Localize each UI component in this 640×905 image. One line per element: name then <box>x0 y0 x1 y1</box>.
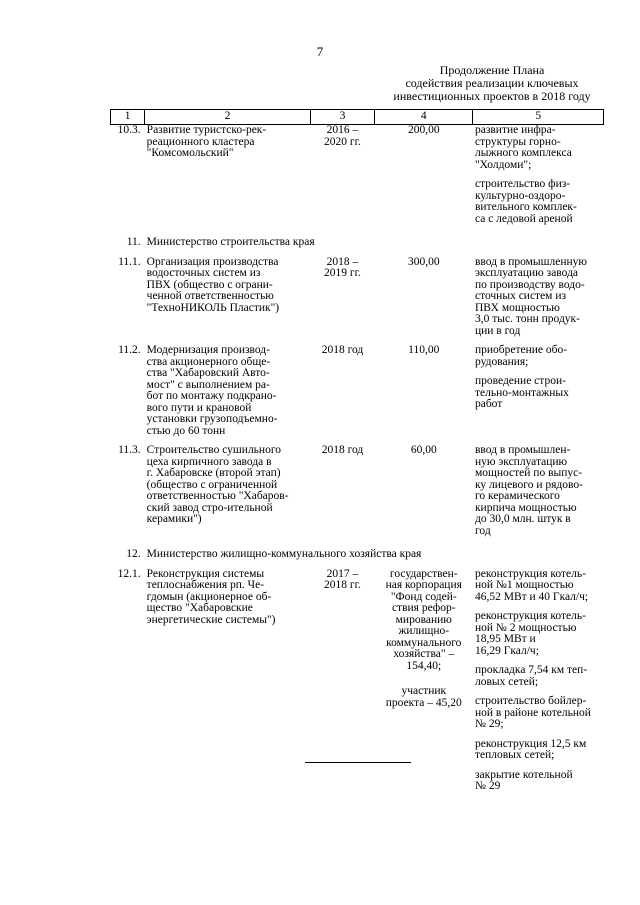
item-period-line: 2019 гг. <box>324 267 361 279</box>
result-line: проведение строи- <box>474 375 566 387</box>
result-line: строительство физ- <box>474 178 571 190</box>
result-item <box>475 739 602 762</box>
item-amount-line: мированию <box>395 613 452 626</box>
result-item <box>475 125 602 171</box>
item-name <box>145 569 311 793</box>
result-line: ную эксплуатацию <box>474 455 568 468</box>
item-period-line: 2018 гг. <box>324 579 361 591</box>
column-header-1: 1 <box>111 110 145 125</box>
item-name-line: щество "Хабаровские <box>146 602 253 614</box>
item-amount <box>375 337 473 437</box>
item-name-line: ский завод стро-ительной <box>146 501 273 514</box>
result-item <box>475 345 602 368</box>
table-body <box>111 125 604 793</box>
item-amount-line <box>377 672 471 686</box>
item-name-line: водосточных систем из <box>146 267 261 279</box>
result-item <box>475 257 602 338</box>
item-amount <box>375 257 473 338</box>
item-period <box>310 257 374 338</box>
item-number: 10.3. <box>117 124 141 136</box>
item-name-line: г. Хабаровске (второй этап) <box>146 467 281 479</box>
result-line: прокладка 7,54 км теп- <box>474 664 588 676</box>
item-name <box>145 337 311 437</box>
item-name <box>145 125 311 226</box>
result-line: ной №1 мощностью <box>474 579 574 591</box>
section-row <box>111 537 604 569</box>
column-header-5: 5 <box>473 110 604 125</box>
item-period-line: 2018 год <box>321 344 364 356</box>
item-name-line: вого пути и крановой <box>146 401 252 414</box>
item-results <box>473 569 604 793</box>
item-name-line: энергетические системы") <box>146 613 276 626</box>
item-number: 12.1. <box>117 567 141 580</box>
item-name <box>145 437 311 537</box>
result-line: ку лицевого и рядово- <box>474 478 583 491</box>
table-row <box>111 569 604 793</box>
item-name-line: ства "Хабаровский Авто- <box>146 367 270 379</box>
item-name-line: (общество с ограниченной <box>146 478 278 491</box>
footer-separator-line <box>305 762 411 763</box>
item-period <box>310 125 374 226</box>
item-amount-line: 110,00 <box>408 344 440 356</box>
section-title: Министерство строительства края <box>146 236 315 248</box>
result-line: № 29; <box>474 718 504 730</box>
item-results <box>473 337 604 437</box>
result-line: эксплуатацию завода <box>474 267 579 279</box>
table-header-row <box>111 110 604 125</box>
table-row <box>111 125 604 226</box>
item-name-line: Строительство сушильного <box>146 444 282 456</box>
result-line: ной в районе котельной <box>474 706 591 719</box>
item-results <box>473 257 604 338</box>
item-name-line: ПВХ (общество с ограни- <box>146 278 273 291</box>
result-item <box>475 445 602 537</box>
item-amount-line: ная корпорация <box>385 579 462 591</box>
result-line: 46,52 МВт и 40 Гкал/ч; <box>474 590 589 603</box>
continuation-header <box>380 64 604 103</box>
continuation-line-2: содействия реализации ключевых <box>405 76 579 90</box>
section-number: 11. <box>126 236 141 248</box>
item-name-line: цеха кирпичного завода в <box>146 455 272 468</box>
result-line: приобретение обо- <box>474 344 568 356</box>
result-line: сточных систем из <box>474 290 567 302</box>
item-amount-line: 200,00 <box>407 124 440 136</box>
item-amount-line: "Фонд содей- <box>390 590 457 603</box>
item-amount-line: 154,40; <box>406 659 442 672</box>
result-line: вительного комплек- <box>474 201 577 213</box>
page-number: 7 <box>316 44 324 59</box>
result-item <box>475 665 602 688</box>
item-period <box>310 337 374 437</box>
item-amount-line: 60,00 <box>410 444 437 456</box>
section-row <box>111 225 604 257</box>
item-results <box>473 437 604 537</box>
table-row <box>111 337 604 437</box>
item-name-line: Модернизация производ- <box>146 344 270 356</box>
result-line: до 30,0 млн. штук в <box>474 513 571 525</box>
result-line: по производству водо- <box>474 278 585 291</box>
result-line: ции в год <box>474 324 521 337</box>
item-amount <box>375 125 473 226</box>
item-period-line: 2017 – <box>326 567 359 580</box>
result-line: рудования; <box>474 355 529 368</box>
item-amount-line: жилищно- <box>398 625 450 637</box>
item-number: 11.1. <box>118 255 141 268</box>
item-number: 11.2. <box>118 344 141 356</box>
result-line: ной № 2 мощностью <box>474 621 577 634</box>
result-line: реконструкция 12,5 км <box>474 737 587 750</box>
result-line: структуры горно- <box>474 135 561 148</box>
section-number: 12. <box>126 548 141 560</box>
result-line: лыжного комплекса <box>474 147 572 159</box>
column-header-4: 4 <box>375 110 473 125</box>
item-name-line: стью до 60 тонн <box>146 424 226 437</box>
item-name-line: установки грузоподъемно- <box>146 413 278 425</box>
item-amount <box>375 569 473 793</box>
item-name-line: "ТехноНИКОЛЬ Пластик") <box>146 301 280 314</box>
item-name-line: Организация производства <box>146 255 279 268</box>
item-period-line: 2018 год <box>321 444 364 456</box>
result-line: кирпича мощностью <box>474 501 577 514</box>
item-period <box>310 437 374 537</box>
item-name-line: ченной ответственностью <box>146 290 274 302</box>
result-item <box>475 179 602 225</box>
result-line: строительство бойлер- <box>474 695 587 707</box>
column-header-2: 2 <box>145 110 311 125</box>
item-name-line: теплоснабжения рп. Че- <box>146 579 265 591</box>
section-title: Министерство жилищно-коммунального хозяйства края <box>146 548 422 560</box>
table-row <box>111 257 604 338</box>
item-name-line: мост" с выполнением ра- <box>146 378 270 391</box>
item-name-line: "Комсомольский" <box>146 147 234 159</box>
result-item <box>475 611 602 657</box>
result-line: реконструкция котель- <box>474 610 586 622</box>
result-line: № 29 <box>474 780 501 792</box>
table-row <box>111 437 604 537</box>
item-amount <box>375 437 473 537</box>
result-line: ввод в промышленную <box>474 255 587 268</box>
item-name <box>145 257 311 338</box>
item-name-line: реационного кластера <box>146 135 255 148</box>
result-line: закрытие котельной <box>474 768 573 781</box>
continuation-line-3: инвестиционных проектов в 2018 году <box>393 89 591 103</box>
continuation-line-1: Продолжение Плана <box>439 63 545 77</box>
result-line: ПВХ мощностью <box>474 301 560 314</box>
result-line: го керамического <box>474 490 560 502</box>
item-amount-line: проекта – 45,20 <box>385 696 462 709</box>
item-name-line: Реконструкция системы <box>146 567 265 580</box>
item-name-line: ответственностью "Хабаров- <box>146 490 289 502</box>
column-header-3: 3 <box>310 110 374 125</box>
item-name-line: ства акционерного обще- <box>146 355 271 368</box>
item-period-line: 2018 – <box>326 255 359 268</box>
item-results <box>473 125 604 226</box>
result-line: тельно-монтажных <box>474 386 569 399</box>
result-line: са с ледовой ареной <box>474 212 573 225</box>
item-amount-line: ствия рефор- <box>391 602 456 614</box>
item-name-line: гдомын (акционерное об- <box>146 590 272 603</box>
result-item <box>475 696 602 731</box>
result-line: "Холдоми"; <box>474 158 532 171</box>
item-amount-line: коммунального <box>386 636 462 649</box>
item-period-line: 2016 – <box>326 124 359 136</box>
result-line: 3,0 тыс. тонн продук- <box>474 313 580 325</box>
result-line: культурно-оздоро- <box>474 189 566 202</box>
result-line: год <box>474 524 491 537</box>
result-line: реконструкция котель- <box>474 567 586 580</box>
result-line: ввод в промышлен- <box>474 444 571 456</box>
item-amount-line: участник <box>401 685 447 697</box>
result-item <box>475 770 602 793</box>
result-line: мощностей по выпус- <box>474 467 583 479</box>
result-item <box>475 569 602 604</box>
item-name-line: бот по монтажу подкрано- <box>146 390 277 402</box>
result-line: работ <box>474 398 503 410</box>
investment-plan-table <box>110 109 604 793</box>
result-line: тепловых сетей; <box>474 749 555 761</box>
item-amount-line: хозяйства" – <box>393 648 455 660</box>
item-period-line: 2020 гг. <box>324 135 361 148</box>
item-amount-line: государствен- <box>389 567 458 580</box>
result-line: 16,29 Гкал/ч; <box>474 644 539 657</box>
item-amount-line: 300,00 <box>407 255 440 268</box>
result-line: ловых сетей; <box>474 675 539 688</box>
item-number: 11.3. <box>118 444 141 456</box>
result-item <box>475 376 602 411</box>
result-line: развитие инфра- <box>474 124 556 136</box>
item-name-line: керамики") <box>146 513 202 525</box>
result-line: 18,95 МВт и <box>474 633 536 645</box>
item-name-line: Развитие туристско-рек- <box>146 124 267 136</box>
item-period <box>310 569 374 793</box>
